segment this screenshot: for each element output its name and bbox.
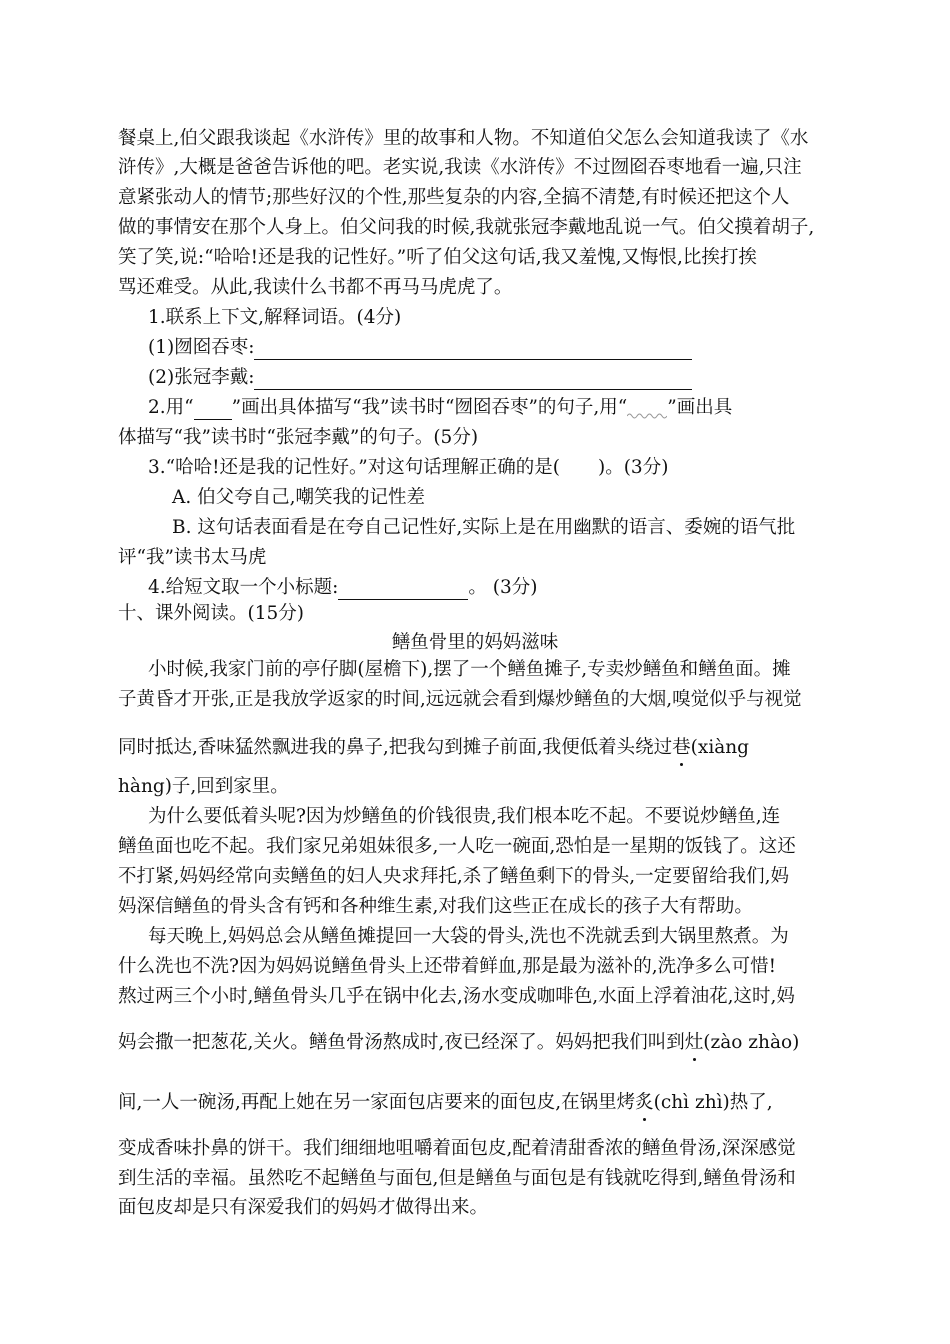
section-heading: 十、课外阅读。(15分)	[118, 603, 304, 624]
article-line: hàng)子,回到家里。	[118, 776, 289, 797]
question-1-1	[148, 336, 692, 360]
answer-blank-4[interactable]	[338, 581, 468, 600]
dotted-character: 巷	[672, 737, 691, 758]
option-b-line2: 评“我”读书太马虎	[118, 547, 267, 568]
article-line: 变成香味扑鼻的饼干。我们细细地咀嚼着面包皮,配着清甜香浓的鳝鱼骨汤,深深感觉	[118, 1138, 796, 1159]
question-2	[148, 396, 732, 420]
option-b[interactable]: B. 这句话表面看是在夸自己记性好,实际上是在用幽默的语言、委婉的语气批	[172, 517, 796, 538]
article-line: 妈深信鳝鱼的骨头含有钙和各种维生素,对我们这些正在成长的孩子大有帮助。	[118, 896, 753, 917]
question-2-text-c: ”画出具	[667, 397, 733, 418]
article-line: 每天晚上,妈妈总会从鳝鱼摊提回一大袋的骨头,洗也不洗就丢到大锅里熬煮。为	[148, 926, 789, 947]
passage-line: 做的事情安在那个人身上。伯父问我的时候,我就张冠李戴地乱说一气。伯父摸着胡子,	[118, 217, 815, 238]
passage-line: 笑了笑,说:“哈哈!还是我的记性好。”听了伯父这句话,我又羞愧,又悔恨,比挨打挨	[118, 247, 757, 268]
straight-underline-sample	[194, 401, 232, 420]
question-1: 1.联系上下文,解释词语。(4分)	[148, 307, 402, 328]
passage-line: 浒传》,大概是爸爸告诉他的吧。老实说,我读《水浒传》不过囫囵吞枣地看一遍,只注	[118, 157, 802, 178]
article-line	[118, 736, 749, 760]
wavy-underline-sample	[627, 402, 667, 420]
question-3-text-b: )。(3分)	[597, 457, 669, 478]
pinyin-options: (zào zhào)	[703, 1032, 800, 1053]
article-line: 到生活的幸福。虽然吃不起鳝鱼与面包,但是鳝鱼与面包是有钱就吃得到,鳝鱼骨汤和	[118, 1168, 796, 1189]
passage-line: 餐桌上,伯父跟我谈起《水浒传》里的故事和人物。不知道伯父怎么会知道我读了《水	[118, 128, 809, 149]
article-line: 小时候,我家门前的亭仔脚(屋檐下),摆了一个鳝鱼摊子,专卖炒鳝鱼和鳝鱼面。摊	[148, 659, 791, 680]
article-line: 为什么要低着头呢?因为炒鳝鱼的价钱很贵,我们根本吃不起。不要说炒鳝鱼,连	[148, 806, 781, 827]
article-text: 同时抵达,香味猛然飘进我的鼻子,把我勾到摊子前面,我便低着头绕过	[118, 737, 673, 758]
pinyin-options: (xiàng	[690, 737, 750, 758]
question-4	[148, 576, 537, 600]
question-3	[148, 456, 668, 480]
dotted-character: 灶	[684, 1032, 704, 1053]
question-4-text-a: 4.给短文取一个小标题:	[148, 577, 339, 598]
answer-blank-1-1[interactable]	[254, 341, 692, 360]
dotted-character: 炙	[635, 1092, 654, 1113]
article-title: 鳝鱼骨里的妈妈滋味	[391, 632, 559, 653]
passage-line: 骂还难受。从此,我读什么书都不再马马虎虎了。	[118, 277, 513, 298]
article-text: 间,一人一碗汤,再配上她在另一家面包店要来的面包皮,在锅里烤	[118, 1092, 636, 1113]
article-line: 鳝鱼面也吃不起。我们家兄弟姐妹很多,一人吃一碗面,恐怕是一星期的饭钱了。这还	[118, 836, 796, 857]
question-2-text-b: ”画出具体描写“我”读书时“囫囵吞枣”的句子,用“	[231, 397, 628, 418]
question-1-1-label: (1)囫囵吞枣:	[148, 337, 255, 358]
pinyin-options: (chì zhì)热了,	[653, 1092, 773, 1113]
question-4-text-b: 。 (3分)	[468, 577, 538, 598]
article-line: 子黄昏才开张,正是我放学返家的时间,远远就会看到爆炒鳝鱼的大烟,嗅觉似乎与视觉	[118, 689, 802, 710]
question-1-2-label: (2)张冠李戴:	[148, 367, 255, 388]
article-line: 不打紧,妈妈经常向卖鳝鱼的妇人央求拜托,杀了鳝鱼剩下的骨头,一定要留给我们,妈	[118, 866, 790, 887]
question-2-text-a: 2.用“	[148, 397, 194, 418]
article-line: 什么洗也不洗?因为妈妈说鳝鱼骨头上还带着鲜血,那是最为滋补的,洗净多么可惜!	[118, 956, 777, 977]
article-line	[118, 1031, 799, 1055]
passage-line: 意紧张动人的情节;那些好汉的个性,那些复杂的内容,全搞不清楚,有时候还把这个人	[118, 187, 790, 208]
article-text: 妈会撒一把葱花,关火。鳝鱼骨汤熬成时,夜已经深了。妈妈把我们叫到	[118, 1032, 685, 1053]
article-line: 面包皮却是只有深爱我们的妈妈才做得出来。	[118, 1197, 489, 1218]
article-line: 熬过两三个小时,鳝鱼骨头几乎在锅中化去,汤水变成咖啡色,水面上浮着油花,这时,妈	[118, 986, 795, 1007]
option-a[interactable]: A. 伯父夸自己,嘲笑我的记性差	[172, 487, 426, 508]
article-line	[118, 1091, 773, 1115]
question-1-2	[148, 366, 692, 390]
answer-blank-1-2[interactable]	[254, 371, 692, 390]
question-3-text-a: 3.“哈哈!还是我的记性好。”对这句话理解正确的是(	[148, 457, 560, 478]
question-2-line2: 体描写“我”读书时“张冠李戴”的句子。(5分)	[118, 427, 479, 448]
